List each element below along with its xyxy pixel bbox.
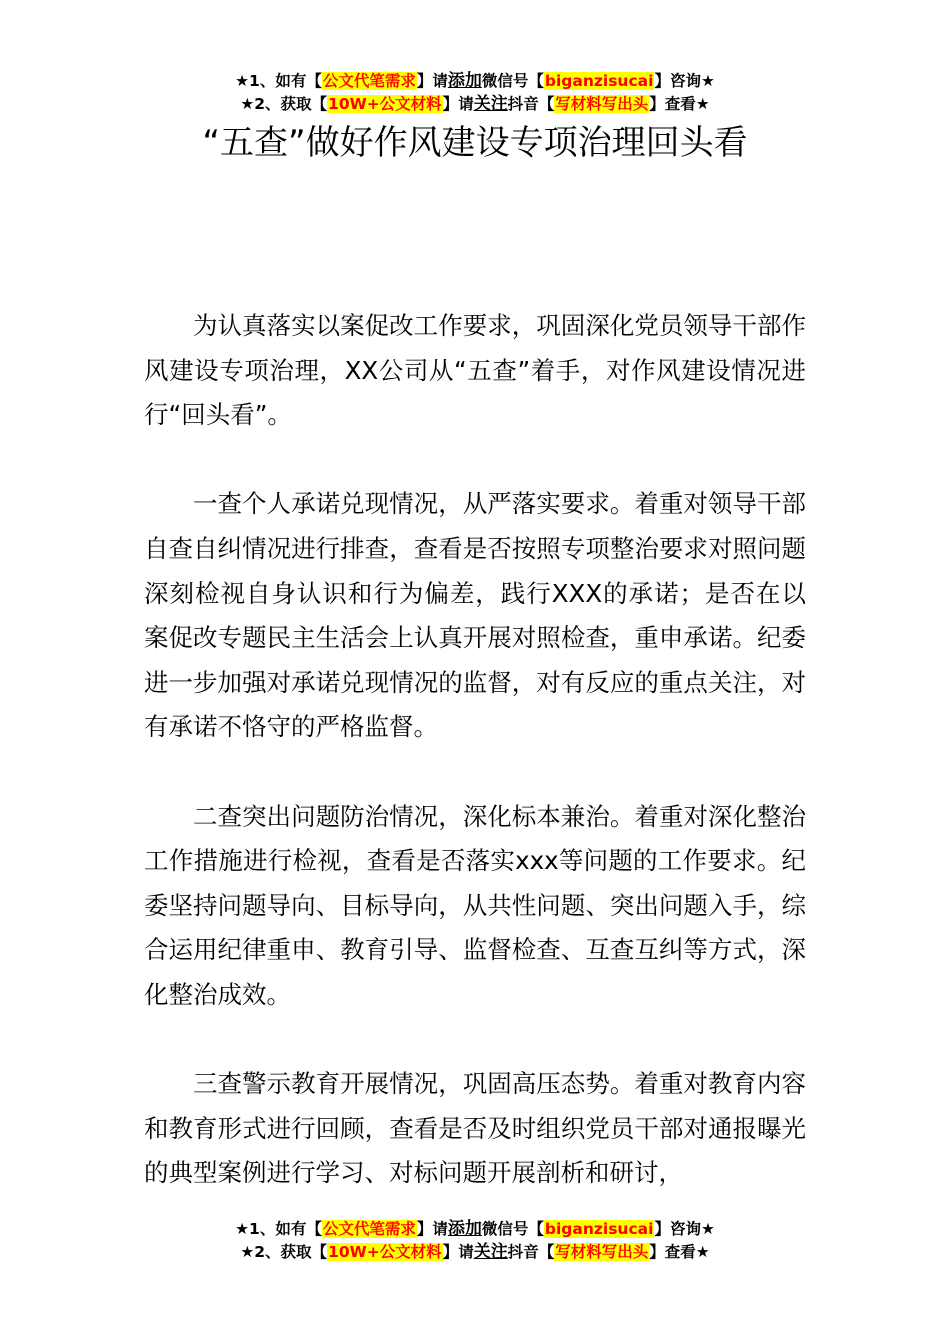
promo-text: 】请 (442, 1243, 474, 1261)
promo-highlight-douyin: 写材料写出头 (555, 95, 649, 113)
paragraph-check-1: 一查个人承诺兑现情况，从严落实要求。着重对领导干部自查自纠情况进行排查，查看是否按照专项整治要求对照问题深刻检视自身认识和行为偏差，践行XXX的承诺；是否在以案促改专题民主生活会上认真开展对照检查，重申承诺。纪委进一步加强对承诺兑现情况的监督，对有反应的重点关注，对有承诺不恪守的严格监督。 (144, 489, 806, 742)
promo-line-2 (0, 93, 950, 116)
promo-underline-follow: 关注 (473, 1242, 508, 1262)
promo-highlight-service: 公文代笔需求 (322, 72, 416, 90)
promo-text: 】咨询★ (654, 1220, 715, 1238)
promo-underline-add: 添加 (447, 71, 482, 91)
document-body (144, 304, 806, 1240)
promo-highlight-materials: 10W+公文材料 (328, 1243, 442, 1261)
promo-header (0, 70, 950, 116)
promo-text: 抖音【 (507, 95, 555, 113)
promo-text: ★2、获取【 (240, 95, 328, 113)
promo-text: 】请 (416, 72, 448, 90)
promo-text: ★1、如有【 (235, 1220, 322, 1238)
promo-highlight-wechat-id: biganzisucai (544, 72, 654, 90)
promo-line-1 (0, 70, 950, 93)
promo-text: 】请 (416, 1220, 448, 1238)
promo-text: 】查看★ (649, 95, 710, 113)
promo-text: 】查看★ (649, 1243, 710, 1261)
paragraph-intro: 为认真落实以案促改工作要求，巩固深化党员领导干部作风建设专项治理，XX公司从“五查”着手，对作风建设情况进行“回头看”。 (144, 311, 806, 430)
paragraph-check-2: 二查突出问题防治情况，深化标本兼治。着重对深化整治工作措施进行检视，查看是否落实xxx等问题的工作要求。纪委坚持问题导向、目标导向，从共性问题、突出问题入手，综合运用纪律重申、教育引导、监督检查、互查互纠等方式，深化整治成效。 (144, 801, 806, 1009)
promo-highlight-douyin: 写材料写出头 (555, 1243, 649, 1261)
promo-text: 微信号【 (481, 72, 544, 90)
promo-underline-add: 添加 (447, 1219, 482, 1239)
promo-text: ★1、如有【 (235, 72, 322, 90)
promo-highlight-materials: 10W+公文材料 (328, 95, 442, 113)
promo-text: ★2、获取【 (240, 1243, 328, 1261)
paragraph-check-3: 三查警示教育开展情况，巩固高压态势。着重对教育内容和教育形式进行回顾，查看是否及时组织党员干部对通报曝光的典型案例进行学习、对标问题开展剖析和研讨， (144, 1069, 806, 1188)
promo-highlight-service: 公文代笔需求 (322, 1220, 416, 1238)
promo-line-1 (0, 1218, 950, 1241)
promo-text: 微信号【 (481, 1220, 544, 1238)
document-title: “五查”做好作风建设专项治理回头看 (202, 123, 748, 163)
promo-footer (0, 1218, 950, 1264)
promo-underline-follow: 关注 (473, 94, 508, 114)
promo-line-2 (0, 1241, 950, 1264)
promo-text: 抖音【 (507, 1243, 555, 1261)
promo-text: 】咨询★ (654, 72, 715, 90)
promo-highlight-wechat-id: biganzisucai (544, 1220, 654, 1238)
promo-text: 】请 (442, 95, 474, 113)
